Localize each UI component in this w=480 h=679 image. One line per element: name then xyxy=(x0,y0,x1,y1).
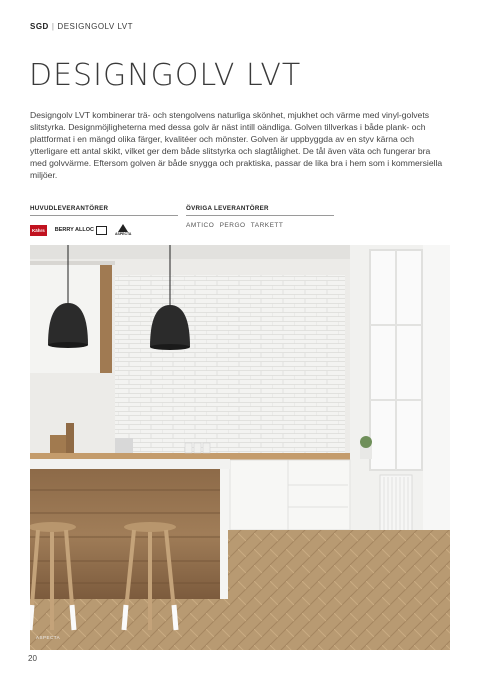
brand-label: SGD xyxy=(30,22,49,31)
berry-alloc-text: BERRY ALLOC xyxy=(54,227,94,233)
aspecta-text: ASPECTA xyxy=(114,232,132,236)
other-suppliers-heading: ÖVRIGA LEVERANTÖRER xyxy=(186,205,269,212)
page-number: 20 xyxy=(28,654,37,663)
main-suppliers-divider xyxy=(30,215,178,216)
aspecta-logo xyxy=(115,224,131,236)
main-suppliers-heading: HUVUDLEVERANTÖRER xyxy=(30,205,109,212)
aspecta-mark-icon xyxy=(118,224,128,232)
page-header xyxy=(30,22,133,31)
photo-caption: ASPECTA xyxy=(36,635,61,640)
other-suppliers-list: AMTICO PERGO TARKETT xyxy=(186,222,284,229)
kahrs-logo: Kährs xyxy=(30,225,47,236)
section-label: DESIGNGOLV LVT xyxy=(57,22,134,31)
berry-alloc-icon xyxy=(96,226,107,235)
other-suppliers-divider xyxy=(186,215,334,216)
main-suppliers-logos xyxy=(30,222,131,238)
page-title: DESIGNGOLV LVT xyxy=(29,58,302,93)
berry-alloc-logo xyxy=(55,226,107,235)
intro-paragraph: Designgolv LVT kombinerar trä- och stengolvens naturliga skönhet, mjukhet och värme med vinyl-golvets slitstyrka. Designmöjligheterna med dessa golv är näst intill oändliga. Golven tillverkas i både plank- och plattformat i en mängd olika färger, kvalitéer och mönster. Golven är uppbyggda av en styv kärna och ytterligare ett antal skikt, vilket ger dem både slitstyrka och slagtålighet. De tål även väta och fungerar bra med golvvärme. Eftersom golven är både snygga och praktiska, passar de lika bra i hem som i kommersiella miljöer. xyxy=(30,110,443,180)
kitchen-photo xyxy=(30,245,450,650)
header-separator: | xyxy=(51,22,55,31)
